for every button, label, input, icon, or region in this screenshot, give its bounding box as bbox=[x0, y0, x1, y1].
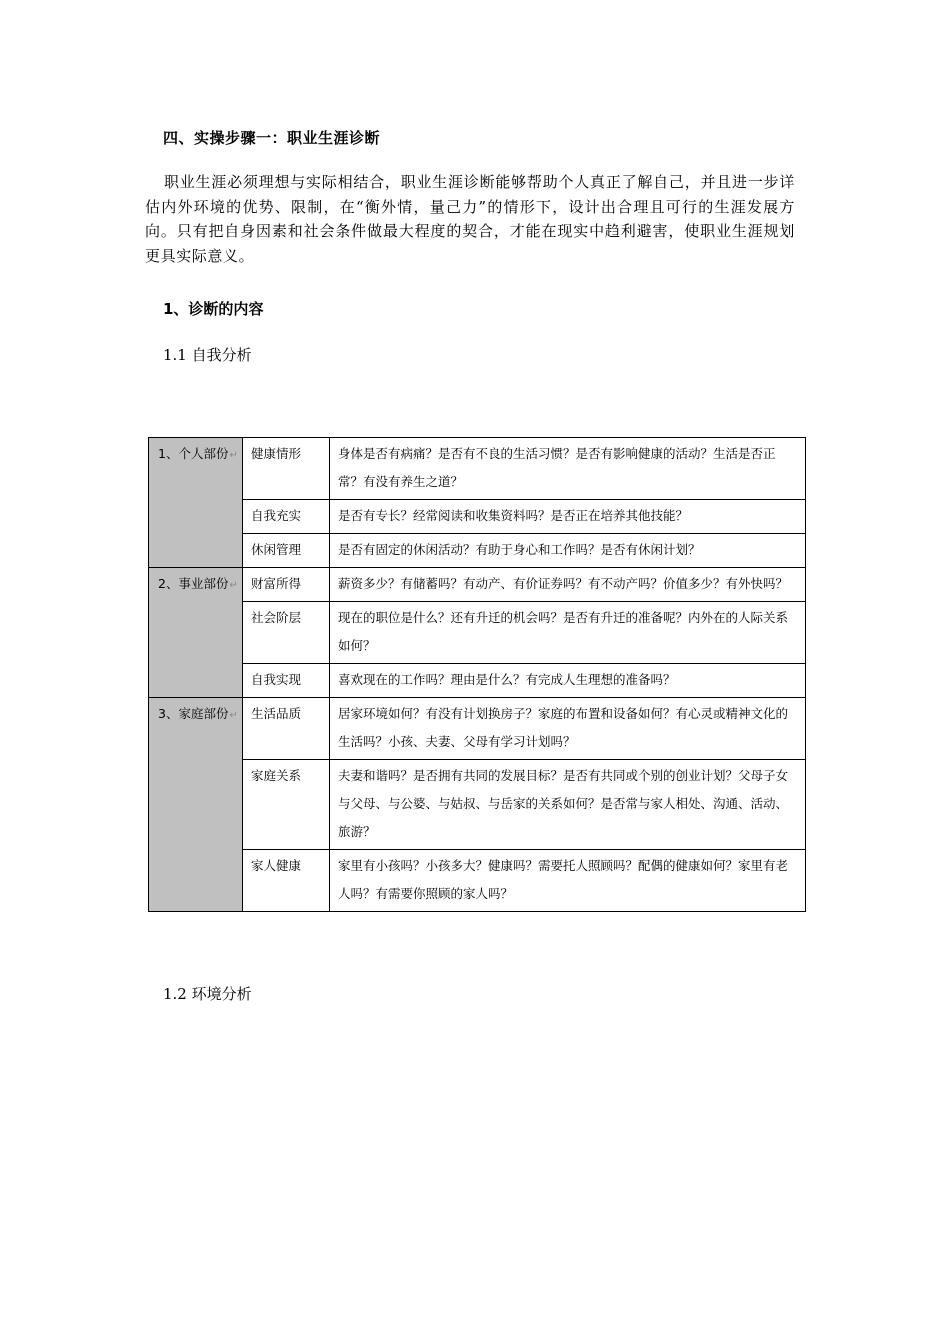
item-cell: 自我充实 bbox=[243, 500, 330, 534]
intro-paragraph: 职业生涯必须理想与实际相结合，职业生涯诊断能够帮助个人真正了解自己，并且进一步详估内外环境的优势、限制，在“衡外情，量己力”的情形下，设计出合理且可行的生涯发展方向。只有把自身因素和社会条件做最大程度的契合，才能在现实中趋利避害，使职业生涯规划更具实际意义。 bbox=[145, 173, 795, 265]
item-cell: 休闲管理 bbox=[243, 534, 330, 568]
item-cell: 财富所得 bbox=[243, 568, 330, 602]
question-cell: 薪资多少？有储蓄吗？有动产、有价证券吗？有不动产吗？价值多少？有外快吗？ bbox=[330, 568, 806, 602]
table-row bbox=[149, 534, 806, 568]
item-cell: 生活品质 bbox=[243, 698, 330, 760]
category-label: 3、家庭部份 bbox=[158, 706, 229, 721]
category-cell bbox=[149, 698, 243, 912]
item-cell: 自我实现 bbox=[243, 664, 330, 698]
question-cell: 居家环境如何？有没有计划换房子？家庭的布置和设备如何？有心灵或精神文化的生活吗？小孩、夫妻、父母有学习计划吗？ bbox=[330, 698, 806, 760]
table-row bbox=[149, 568, 806, 602]
section-heading: 四、实操步骤一：职业生涯诊断 bbox=[163, 129, 381, 147]
question-cell: 夫妻和谐吗？是否拥有共同的发展目标？是否有共同或个别的创业计划？父母子女与父母、与公婆、与姑叔、与岳家的关系如何？是否常与家人相处、沟通、活动、旅游？ bbox=[330, 760, 806, 850]
table-row bbox=[149, 698, 806, 760]
item-cell: 社会阶层 bbox=[243, 602, 330, 664]
category-label: 1、个人部份 bbox=[158, 446, 229, 461]
table-row bbox=[149, 602, 806, 664]
category-cell bbox=[149, 568, 243, 698]
item-cell: 家庭关系 bbox=[243, 760, 330, 850]
table-row bbox=[149, 500, 806, 534]
environment-analysis-label: 1.2 环境分析 bbox=[163, 985, 252, 1003]
table-row bbox=[149, 438, 806, 500]
question-cell: 喜欢现在的工作吗？理由是什么？有完成人生理想的准备吗？ bbox=[330, 664, 806, 698]
question-cell: 家里有小孩吗？小孩多大？健康吗？需要托人照顾吗？配偶的健康如何？家里有老人吗？有需要你照顾的家人吗？ bbox=[330, 850, 806, 912]
question-cell: 现在的职位是什么？还有升迁的机会吗？是否有升迁的准备呢？内外在的人际关系如何？ bbox=[330, 602, 806, 664]
self-analysis-table bbox=[148, 437, 806, 912]
diagnosis-content-heading: 1、诊断的内容 bbox=[163, 300, 264, 318]
return-arrow-icon: ↵ bbox=[229, 450, 238, 461]
item-cell: 健康情形 bbox=[243, 438, 330, 500]
category-label: 2、事业部份 bbox=[158, 576, 229, 591]
question-cell: 是否有固定的休闲活动？有助于身心和工作吗？是否有休闲计划？ bbox=[330, 534, 806, 568]
table-row bbox=[149, 760, 806, 850]
question-cell: 身体是否有病痛？是否有不良的生活习惯？是否有影响健康的活动？生活是否正常？有没有养生之道？ bbox=[330, 438, 806, 500]
table-row bbox=[149, 664, 806, 698]
item-cell: 家人健康 bbox=[243, 850, 330, 912]
return-arrow-icon: ↵ bbox=[229, 710, 238, 721]
table-row bbox=[149, 850, 806, 912]
question-cell: 是否有专长？经常阅读和收集资料吗？是否正在培养其他技能？ bbox=[330, 500, 806, 534]
return-arrow-icon: ↵ bbox=[229, 580, 238, 591]
category-cell bbox=[149, 438, 243, 568]
self-analysis-label: 1.1 自我分析 bbox=[163, 346, 252, 364]
